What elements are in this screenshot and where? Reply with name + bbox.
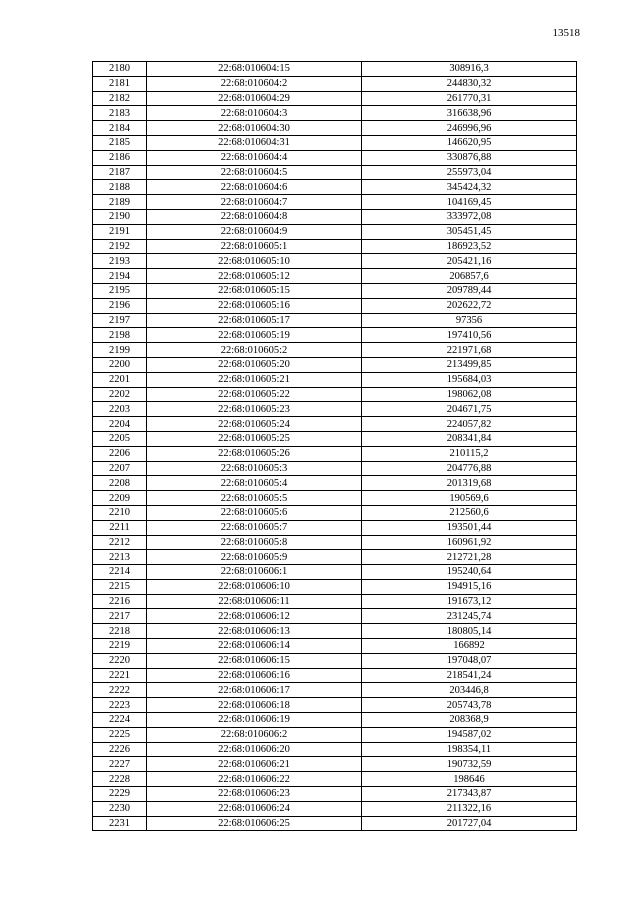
table-row — [93, 520, 577, 535]
row-number-cell: 2224 — [93, 713, 147, 728]
cadastral-number-cell: 22:68:010605:22 — [147, 387, 362, 402]
table-row — [93, 224, 577, 239]
cadastral-number-cell: 22:68:010605:19 — [147, 328, 362, 343]
cadastral-value-cell: 305451,45 — [362, 224, 577, 239]
cadastral-number-cell: 22:68:010605:17 — [147, 313, 362, 328]
cadastral-number-cell: 22:68:010606:19 — [147, 713, 362, 728]
cadastral-value-cell: 195240,64 — [362, 565, 577, 580]
table-row — [93, 372, 577, 387]
row-number-cell: 2220 — [93, 653, 147, 668]
cadastral-number-cell: 22:68:010606:14 — [147, 639, 362, 654]
table-row — [93, 713, 577, 728]
cadastral-number-cell: 22:68:010606:15 — [147, 653, 362, 668]
cadastral-number-cell: 22:68:010605:12 — [147, 269, 362, 284]
cadastral-number-cell: 22:68:010604:5 — [147, 165, 362, 180]
cadastral-value-cell: 211322,16 — [362, 801, 577, 816]
row-number-cell: 2205 — [93, 431, 147, 446]
cadastral-value-cell: 198646 — [362, 772, 577, 787]
cadastral-number-cell: 22:68:010606:25 — [147, 816, 362, 831]
table-row — [93, 446, 577, 461]
cadastral-number-cell: 22:68:010605:25 — [147, 431, 362, 446]
cadastral-value-cell: 333972,08 — [362, 209, 577, 224]
table-row — [93, 209, 577, 224]
table-row — [93, 801, 577, 816]
table-row — [93, 121, 577, 136]
table-row — [93, 313, 577, 328]
cadastral-number-cell: 22:68:010605:21 — [147, 372, 362, 387]
table-row — [93, 357, 577, 372]
row-number-cell: 2186 — [93, 150, 147, 165]
cadastral-value-cell: 190569,6 — [362, 491, 577, 506]
table-row — [93, 594, 577, 609]
table-body — [93, 62, 577, 831]
table-row — [93, 787, 577, 802]
cadastral-value-cell: 206857,6 — [362, 269, 577, 284]
table-row — [93, 195, 577, 210]
cadastral-value-cell: 209789,44 — [362, 283, 577, 298]
cadastral-number-cell: 22:68:010606:1 — [147, 565, 362, 580]
table-row — [93, 476, 577, 491]
cadastral-value-cell: 194915,16 — [362, 579, 577, 594]
cadastral-number-cell: 22:68:010605:7 — [147, 520, 362, 535]
cadastral-number-cell: 22:68:010605:15 — [147, 283, 362, 298]
cadastral-value-cell: 261770,31 — [362, 91, 577, 106]
cadastral-value-cell: 197410,56 — [362, 328, 577, 343]
table-row — [93, 387, 577, 402]
cadastral-value-cell: 190732,59 — [362, 757, 577, 772]
row-number-cell: 2223 — [93, 698, 147, 713]
cadastral-number-cell: 22:68:010606:23 — [147, 787, 362, 802]
cadastral-number-cell: 22:68:010604:3 — [147, 106, 362, 121]
cadastral-value-cell: 203446,8 — [362, 683, 577, 698]
row-number-cell: 2200 — [93, 357, 147, 372]
table-row — [93, 254, 577, 269]
table-row — [93, 343, 577, 358]
table-row — [93, 624, 577, 639]
cadastral-value-cell: 197048,07 — [362, 653, 577, 668]
cadastral-value-cell: 195684,03 — [362, 372, 577, 387]
table-row — [93, 283, 577, 298]
row-number-cell: 2183 — [93, 106, 147, 121]
row-number-cell: 2201 — [93, 372, 147, 387]
row-number-cell: 2192 — [93, 239, 147, 254]
row-number-cell: 2207 — [93, 461, 147, 476]
cadastral-number-cell: 22:68:010606:17 — [147, 683, 362, 698]
cadastral-value-cell: 104169,45 — [362, 195, 577, 210]
table-row — [93, 461, 577, 476]
table-row — [93, 106, 577, 121]
cadastral-value-cell: 224057,82 — [362, 417, 577, 432]
row-number-cell: 2182 — [93, 91, 147, 106]
cadastral-value-cell: 202622,72 — [362, 298, 577, 313]
row-number-cell: 2196 — [93, 298, 147, 313]
table-row — [93, 328, 577, 343]
table-row — [93, 772, 577, 787]
cadastral-value-cell: 231245,74 — [362, 609, 577, 624]
cadastral-value-cell: 166892 — [362, 639, 577, 654]
row-number-cell: 2225 — [93, 727, 147, 742]
row-number-cell: 2209 — [93, 491, 147, 506]
cadastral-number-cell: 22:68:010605:1 — [147, 239, 362, 254]
cadastral-number-cell: 22:68:010604:9 — [147, 224, 362, 239]
cadastral-number-cell: 22:68:010604:30 — [147, 121, 362, 136]
cadastral-number-cell: 22:68:010606:2 — [147, 727, 362, 742]
row-number-cell: 2214 — [93, 565, 147, 580]
cadastral-value-cell: 198062,08 — [362, 387, 577, 402]
cadastral-number-cell: 22:68:010606:12 — [147, 609, 362, 624]
row-number-cell: 2208 — [93, 476, 147, 491]
cadastral-value-cell: 244830,32 — [362, 76, 577, 91]
cadastral-value-cell: 221971,68 — [362, 343, 577, 358]
row-number-cell: 2188 — [93, 180, 147, 195]
table-row — [93, 816, 577, 831]
cadastral-number-cell: 22:68:010605:2 — [147, 343, 362, 358]
table-row — [93, 698, 577, 713]
cadastral-value-cell: 180805,14 — [362, 624, 577, 639]
row-number-cell: 2216 — [93, 594, 147, 609]
row-number-cell: 2230 — [93, 801, 147, 816]
cadastral-value-cell: 191673,12 — [362, 594, 577, 609]
cadastral-number-cell: 22:68:010605:23 — [147, 402, 362, 417]
cadastral-number-cell: 22:68:010605:16 — [147, 298, 362, 313]
cadastral-number-cell: 22:68:010604:29 — [147, 91, 362, 106]
cadastral-number-cell: 22:68:010604:31 — [147, 135, 362, 150]
row-number-cell: 2187 — [93, 165, 147, 180]
cadastral-number-cell: 22:68:010606:18 — [147, 698, 362, 713]
cadastral-value-cell: 204776,88 — [362, 461, 577, 476]
cadastral-number-cell: 22:68:010604:8 — [147, 209, 362, 224]
cadastral-value-cell: 212721,28 — [362, 550, 577, 565]
row-number-cell: 2193 — [93, 254, 147, 269]
table-row — [93, 505, 577, 520]
cadastral-value-cell: 194587,02 — [362, 727, 577, 742]
table-row — [93, 565, 577, 580]
row-number-cell: 2228 — [93, 772, 147, 787]
table-row — [93, 62, 577, 77]
cadastral-number-cell: 22:68:010604:6 — [147, 180, 362, 195]
row-number-cell: 2210 — [93, 505, 147, 520]
cadastral-number-cell: 22:68:010604:15 — [147, 62, 362, 77]
cadastral-value-cell: 316638,96 — [362, 106, 577, 121]
cadastral-number-cell: 22:68:010604:4 — [147, 150, 362, 165]
cadastral-number-cell: 22:68:010604:7 — [147, 195, 362, 210]
row-number-cell: 2215 — [93, 579, 147, 594]
cadastral-value-cell: 205743,78 — [362, 698, 577, 713]
table-row — [93, 180, 577, 195]
row-number-cell: 2229 — [93, 787, 147, 802]
cadastral-value-cell: 212560,6 — [362, 505, 577, 520]
row-number-cell: 2226 — [93, 742, 147, 757]
table-row — [93, 165, 577, 180]
table-row — [93, 298, 577, 313]
table-row — [93, 150, 577, 165]
row-number-cell: 2197 — [93, 313, 147, 328]
row-number-cell: 2211 — [93, 520, 147, 535]
row-number-cell: 2199 — [93, 343, 147, 358]
cadastral-value-cell: 210115,2 — [362, 446, 577, 461]
page-number: 13518 — [552, 27, 580, 39]
row-number-cell: 2213 — [93, 550, 147, 565]
cadastral-value-cell: 198354,11 — [362, 742, 577, 757]
cadastral-value-cell: 204671,75 — [362, 402, 577, 417]
cadastral-value-cell: 255973,04 — [362, 165, 577, 180]
row-number-cell: 2184 — [93, 121, 147, 136]
cadastral-number-cell: 22:68:010606:21 — [147, 757, 362, 772]
cadastral-value-cell: 97356 — [362, 313, 577, 328]
row-number-cell: 2189 — [93, 195, 147, 210]
cadastral-number-cell: 22:68:010605:26 — [147, 446, 362, 461]
cadastral-value-cell: 330876,88 — [362, 150, 577, 165]
table-row — [93, 91, 577, 106]
cadastral-value-cell: 345424,32 — [362, 180, 577, 195]
row-number-cell: 2217 — [93, 609, 147, 624]
cadastral-number-cell: 22:68:010605:8 — [147, 535, 362, 550]
table-row — [93, 417, 577, 432]
cadastral-value-cell: 160961,92 — [362, 535, 577, 550]
table-row — [93, 76, 577, 91]
table-row — [93, 135, 577, 150]
table-row — [93, 683, 577, 698]
cadastral-value-cell: 208341,84 — [362, 431, 577, 446]
table-row — [93, 579, 577, 594]
cadastral-value-cell: 217343,87 — [362, 787, 577, 802]
row-number-cell: 2198 — [93, 328, 147, 343]
cadastral-value-cell: 213499,85 — [362, 357, 577, 372]
cadastral-number-cell: 22:68:010604:2 — [147, 76, 362, 91]
row-number-cell: 2203 — [93, 402, 147, 417]
cadastral-number-cell: 22:68:010606:11 — [147, 594, 362, 609]
cadastral-number-cell: 22:68:010605:10 — [147, 254, 362, 269]
row-number-cell: 2194 — [93, 269, 147, 284]
row-number-cell: 2191 — [93, 224, 147, 239]
cadastral-number-cell: 22:68:010605:6 — [147, 505, 362, 520]
cadastral-value-cell: 218541,24 — [362, 668, 577, 683]
table-row — [93, 431, 577, 446]
table-row — [93, 727, 577, 742]
table-row — [93, 269, 577, 284]
table-row — [93, 535, 577, 550]
cadastral-value-cell: 201319,68 — [362, 476, 577, 491]
cadastral-value-cell: 193501,44 — [362, 520, 577, 535]
cadastral-value-cell: 208368,9 — [362, 713, 577, 728]
row-number-cell: 2222 — [93, 683, 147, 698]
table-row — [93, 742, 577, 757]
cadastral-number-cell: 22:68:010606:24 — [147, 801, 362, 816]
row-number-cell: 2181 — [93, 76, 147, 91]
row-number-cell: 2218 — [93, 624, 147, 639]
row-number-cell: 2190 — [93, 209, 147, 224]
table-row — [93, 757, 577, 772]
cadastral-number-cell: 22:68:010606:16 — [147, 668, 362, 683]
row-number-cell: 2202 — [93, 387, 147, 402]
table-row — [93, 609, 577, 624]
row-number-cell: 2195 — [93, 283, 147, 298]
cadastral-number-cell: 22:68:010606:13 — [147, 624, 362, 639]
row-number-cell: 2185 — [93, 135, 147, 150]
cadastral-number-cell: 22:68:010605:5 — [147, 491, 362, 506]
cadastral-number-cell: 22:68:010605:24 — [147, 417, 362, 432]
table-row — [93, 550, 577, 565]
row-number-cell: 2219 — [93, 639, 147, 654]
cadastral-number-cell: 22:68:010605:4 — [147, 476, 362, 491]
table-row — [93, 402, 577, 417]
row-number-cell: 2231 — [93, 816, 147, 831]
cadastral-value-table — [92, 61, 577, 831]
cadastral-number-cell: 22:68:010606:10 — [147, 579, 362, 594]
cadastral-number-cell: 22:68:010605:9 — [147, 550, 362, 565]
cadastral-value-cell: 246996,96 — [362, 121, 577, 136]
row-number-cell: 2227 — [93, 757, 147, 772]
row-number-cell: 2206 — [93, 446, 147, 461]
cadastral-value-cell: 186923,52 — [362, 239, 577, 254]
row-number-cell: 2221 — [93, 668, 147, 683]
row-number-cell: 2180 — [93, 62, 147, 77]
cadastral-value-cell: 201727,04 — [362, 816, 577, 831]
row-number-cell: 2204 — [93, 417, 147, 432]
table-row — [93, 639, 577, 654]
row-number-cell: 2212 — [93, 535, 147, 550]
cadastral-number-cell: 22:68:010606:20 — [147, 742, 362, 757]
cadastral-number-cell: 22:68:010605:3 — [147, 461, 362, 476]
table-row — [93, 239, 577, 254]
table-row — [93, 668, 577, 683]
table-row — [93, 653, 577, 668]
cadastral-value-cell: 146620,95 — [362, 135, 577, 150]
cadastral-number-cell: 22:68:010606:22 — [147, 772, 362, 787]
cadastral-number-cell: 22:68:010605:20 — [147, 357, 362, 372]
cadastral-value-cell: 205421,16 — [362, 254, 577, 269]
cadastral-value-cell: 308916,3 — [362, 62, 577, 77]
table-row — [93, 491, 577, 506]
